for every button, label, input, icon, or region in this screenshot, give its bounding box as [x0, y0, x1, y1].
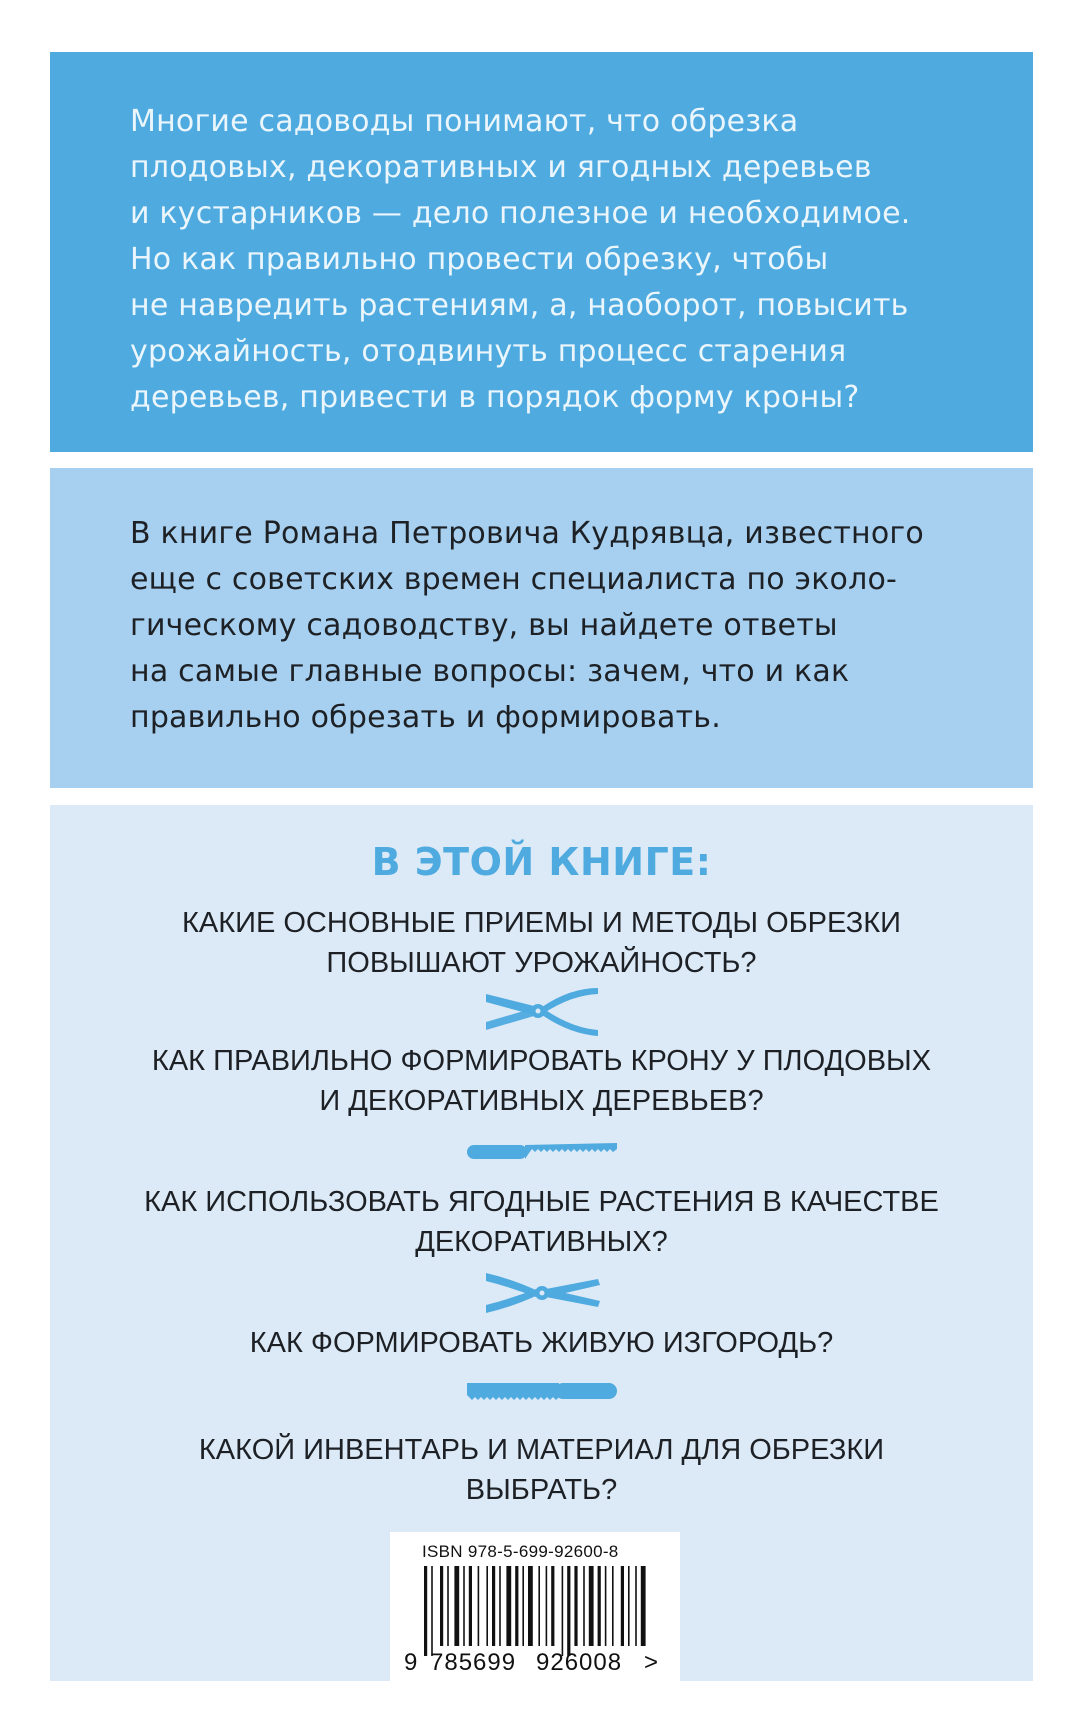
question-item: [50, 1323, 1033, 1363]
question-line: ДЕКОРАТИВНЫХ?: [415, 1226, 668, 1258]
intro-line: урожайность, отодвинуть процесс старения: [130, 334, 847, 369]
about-line: правильно обрезать и формировать.: [130, 700, 721, 735]
question-line: И ДЕКОРАТИВНЫХ ДЕРЕВЬЕВ?: [319, 1085, 764, 1117]
barcode-bar: [605, 1566, 607, 1646]
about-panel: [50, 468, 1033, 788]
pruning-shears-icon: [482, 1265, 602, 1321]
barcode-bar: [478, 1566, 480, 1646]
barcode-bar: [506, 1566, 511, 1646]
barcode-bar: [515, 1566, 518, 1646]
barcode-bar: [574, 1566, 577, 1646]
question-item: [50, 1041, 1033, 1121]
isbn-label: ISBN 978-5-699-92600-8: [422, 1542, 619, 1561]
barcode-bar: [612, 1566, 614, 1646]
about-line: на самые главные вопросы: зачем, что и как: [130, 654, 850, 689]
pruning-saw-icon: [467, 1381, 617, 1407]
barcode-digits-left: 785699: [430, 1649, 517, 1676]
barcode-bar: [621, 1566, 624, 1646]
barcode-bar: [492, 1566, 495, 1646]
barcode-end-marker: >: [644, 1649, 660, 1676]
question-item: [50, 903, 1033, 983]
barcode-bar: [589, 1566, 594, 1646]
contents-panel: [50, 805, 1033, 1681]
pruning-shears-icon: [482, 982, 602, 1042]
barcode-bar: [546, 1566, 548, 1646]
barcode-bar: [562, 1566, 564, 1656]
barcode-bar: [499, 1566, 501, 1646]
question-line: КАКОЙ ИНВЕНТАРЬ И МАТЕРИАЛ ДЛЯ ОБРЕЗКИ: [198, 1434, 885, 1466]
barcode: [390, 1532, 680, 1681]
about-line: В книге Романа Петровича Кудрявца, известного: [130, 516, 924, 551]
question-item: [50, 1430, 1033, 1510]
barcode-digits-right: 926008: [536, 1649, 623, 1676]
about-line: гическому садоводству, вы найдете ответы: [130, 608, 838, 643]
barcode-bar: [538, 1566, 540, 1646]
barcode-bar: [641, 1566, 646, 1646]
barcode-bar: [486, 1566, 488, 1646]
intro-line: не навредить растениям, а, наоборот, повысить: [130, 288, 909, 323]
intro-line: Но как правильно провести обрезку, чтобы: [130, 242, 829, 277]
barcode-bar: [528, 1566, 533, 1646]
intro-panel: [50, 52, 1033, 452]
question-item: [50, 1182, 1033, 1262]
question-line: ПОВЫШАЮТ УРОЖАЙНОСТЬ?: [326, 947, 757, 979]
question-line: КАК ПРАВИЛЬНО ФОРМИРОВАТЬ КРОНУ У ПЛОДОВЫХ: [151, 1045, 932, 1077]
intro-line: Многие садоводы понимают, что обрезка: [130, 104, 799, 139]
barcode-bar: [440, 1566, 443, 1646]
pruning-saw-icon: [467, 1139, 617, 1167]
question-line: ВЫБРАТЬ?: [465, 1474, 618, 1506]
barcode-bar: [598, 1566, 601, 1646]
barcode-bar: [424, 1566, 427, 1656]
barcode-bar: [551, 1566, 554, 1646]
barcode-bar: [635, 1566, 637, 1646]
barcode-bar: [454, 1566, 459, 1646]
barcode-bar: [431, 1566, 433, 1656]
about-line: еще с советских времен специалиста по эколо-: [130, 562, 898, 597]
barcode-digit-first: 9: [404, 1649, 419, 1676]
barcode-bar: [628, 1566, 630, 1646]
intro-line: плодовых, декоративных и ягодных деревьев: [130, 150, 872, 185]
barcode-bar: [583, 1566, 585, 1646]
question-line: КАК ИСПОЛЬЗОВАТЬ ЯГОДНЫЕ РАСТЕНИЯ В КАЧЕСТВЕ: [144, 1186, 939, 1218]
barcode-bar: [447, 1566, 449, 1646]
barcode-bar: [469, 1566, 472, 1646]
question-line: КАК ФОРМИРОВАТЬ ЖИВУЮ ИЗГОРОДЬ?: [249, 1327, 834, 1359]
contents-heading: В ЭТОЙ КНИГЕ:: [371, 840, 712, 884]
intro-line: и кустарников — дело полезное и необходимое.: [130, 196, 911, 231]
barcode-bar: [463, 1566, 465, 1646]
intro-line: деревьев, привести в порядок форму кроны?: [130, 380, 860, 415]
barcode-bar: [567, 1566, 570, 1656]
question-line: КАКИЕ ОСНОВНЫЕ ПРИЕМЫ И МЕТОДЫ ОБРЕЗКИ: [182, 907, 901, 939]
barcode-bar: [522, 1566, 524, 1646]
